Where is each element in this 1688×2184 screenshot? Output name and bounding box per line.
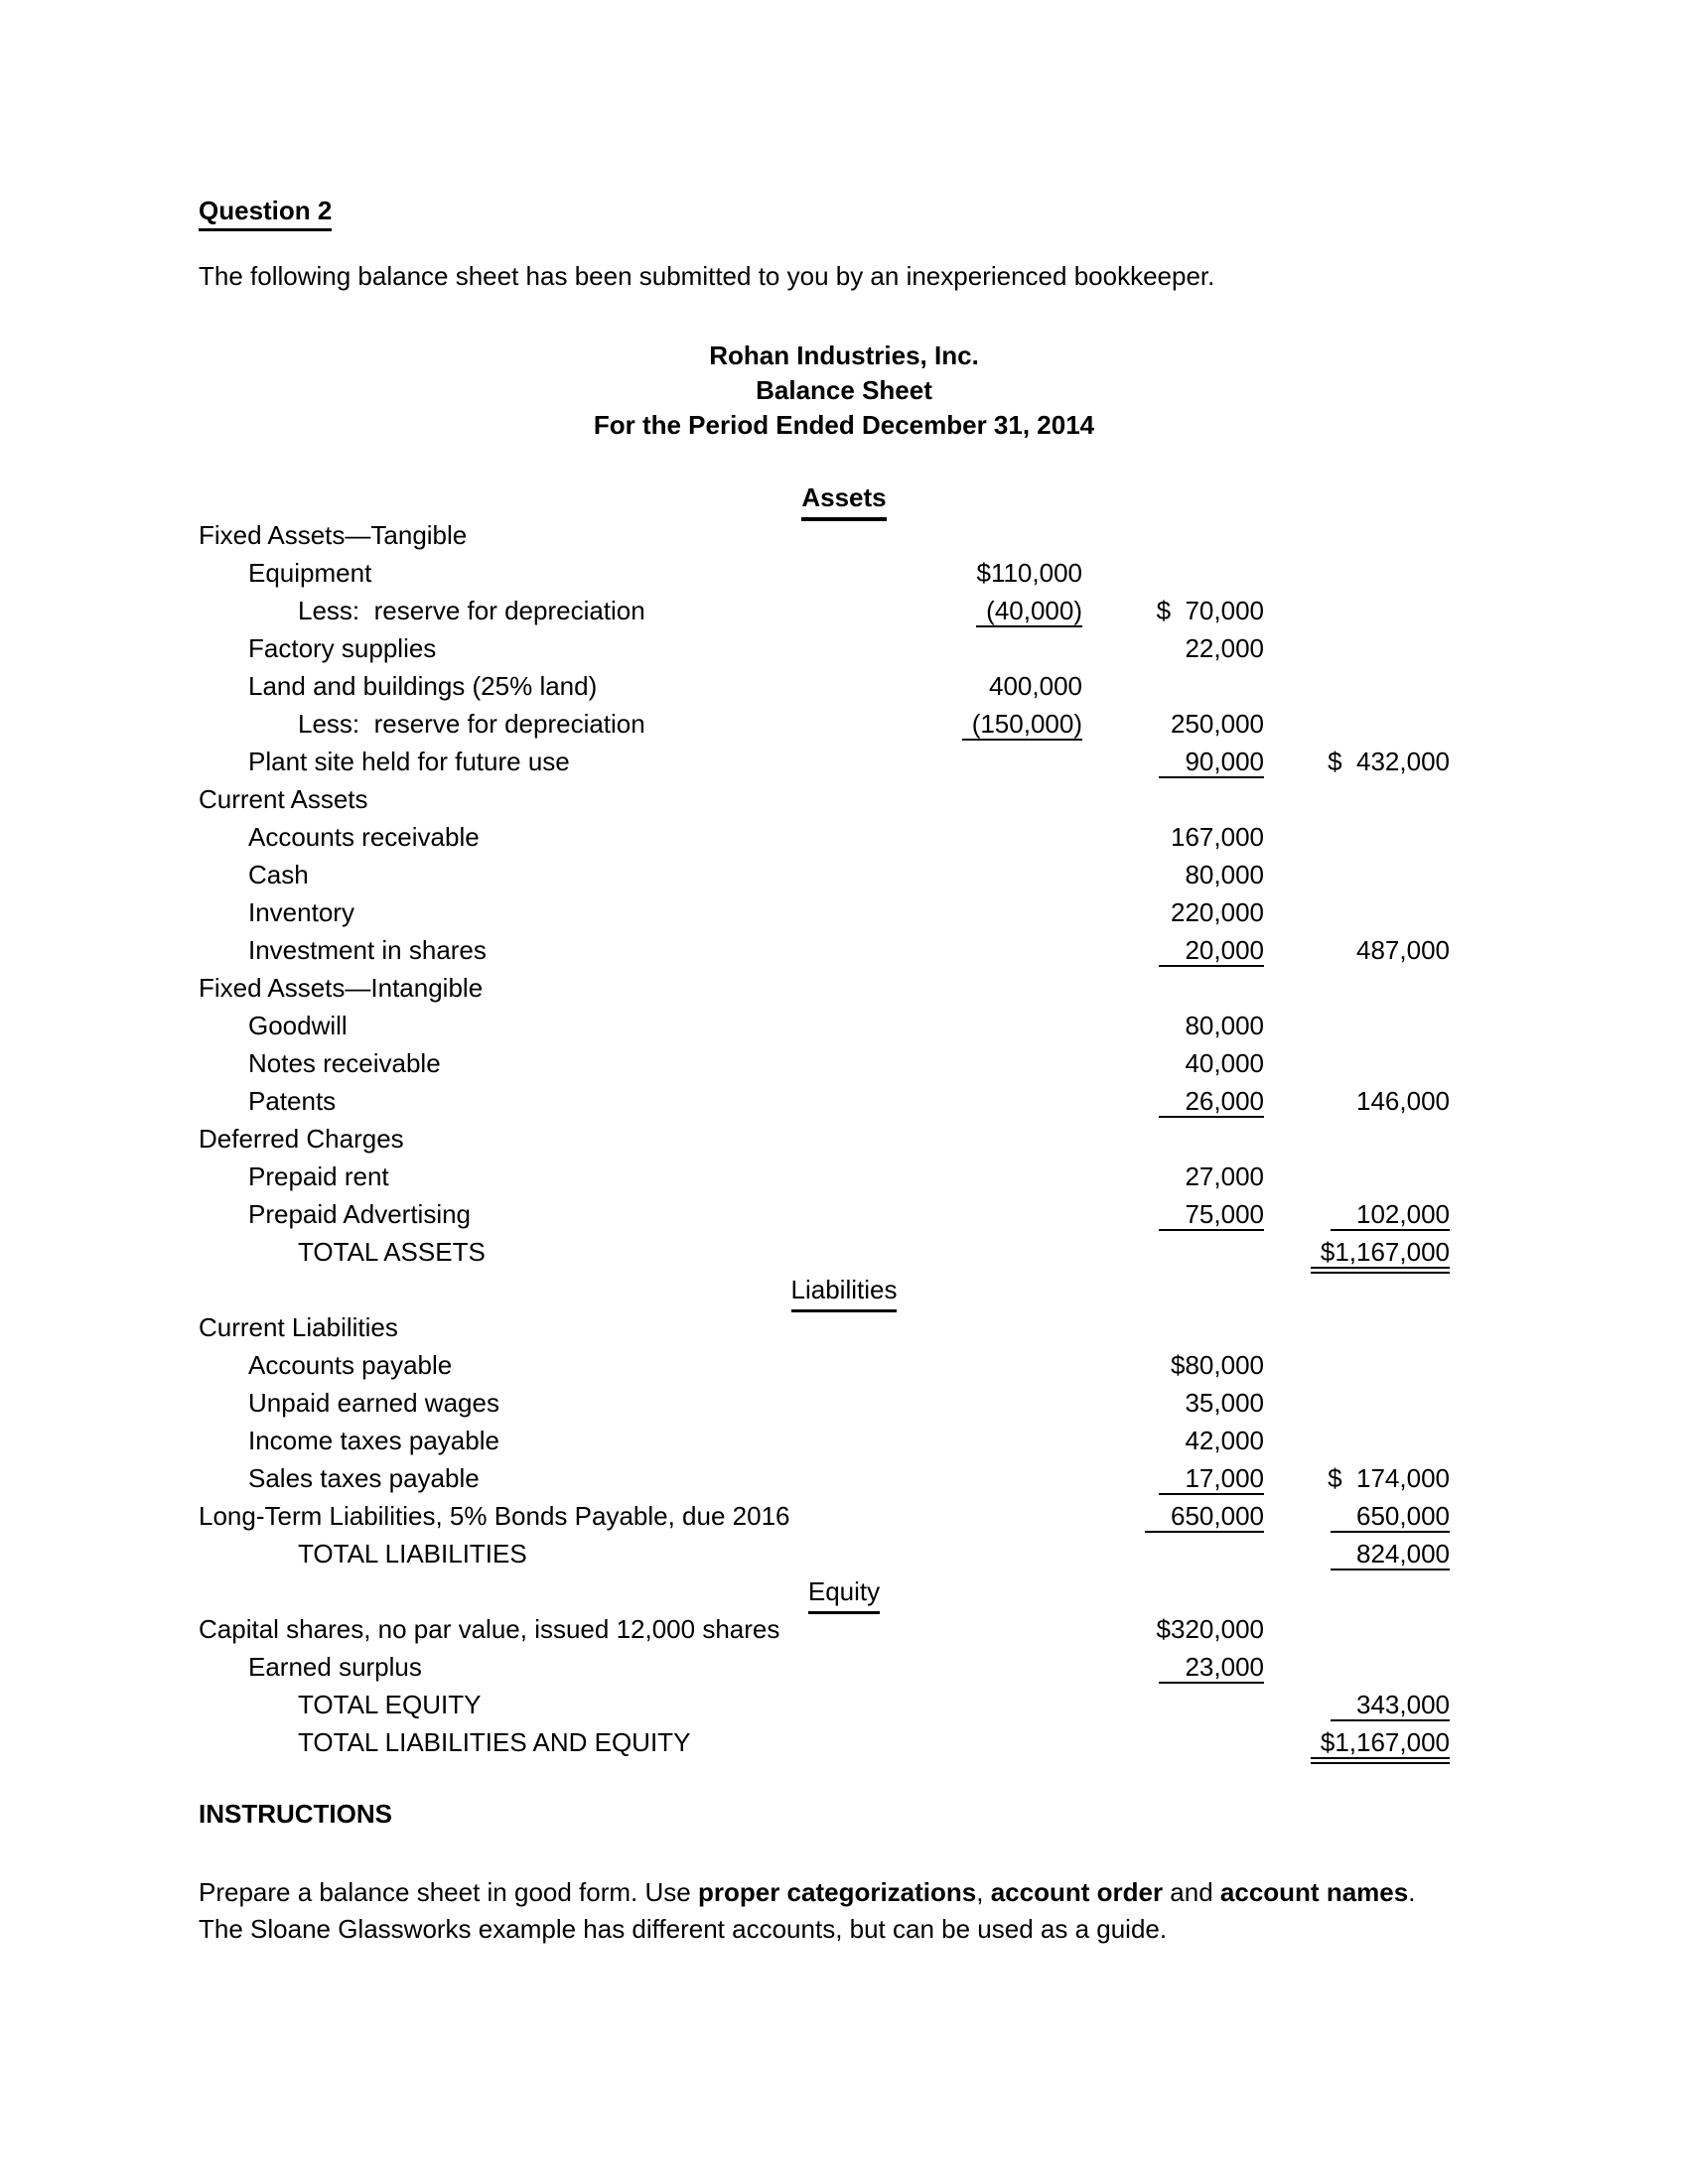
row-equipment-depreciation [199,592,1450,629]
amount-col1: $110,000 [976,558,1082,588]
amount-col2: 90,000 [1082,743,1264,780]
row-total-assets [199,1233,1450,1271]
liabilities-heading [199,1271,1489,1308]
amount-col2: 26,000 [1082,1082,1264,1120]
row-sales-taxes-payable [199,1459,1450,1497]
instructions-bold-account-names: account names [1219,1877,1409,1907]
intro-text: The following balance sheet has been submitted to you by an inexperienced bookkeeper. [199,261,1215,291]
equity-section [199,1610,1450,1761]
account-label: Unpaid earned wages [248,1388,499,1418]
liabilities-heading-text: Liabilities [791,1271,898,1312]
row-cash [199,856,1450,893]
amount-col3: 146,000 [1356,1086,1450,1116]
amount-col3: $1,167,000 [1264,1723,1450,1764]
amount-col1: (40,000) [914,592,1082,629]
account-label: Accounts receivable [248,822,480,852]
instructions-bold-proper-categorizations: proper categorizations [697,1877,977,1907]
amount-col2: 27,000 [1185,1161,1264,1191]
amount-col2: 650,000 [1082,1497,1264,1535]
amount-col2: 220,000 [1171,897,1264,927]
amount-col1: 400,000 [989,671,1082,701]
amount-col2: 35,000 [1185,1388,1264,1418]
instructions-segment: , [976,1877,991,1907]
row-fixed-assets-intangible [199,969,1450,1007]
row-total-liabilities-and-equity [199,1723,1450,1761]
instructions-text [199,1874,1519,1948]
account-label: Prepaid rent [248,1161,389,1191]
amount-col2: $320,000 [1156,1614,1264,1644]
row-earned-surplus [199,1648,1450,1686]
account-label: TOTAL LIABILITIES AND EQUITY [298,1727,691,1757]
amount-col2: 23,000 [1082,1648,1264,1686]
account-label: Accounts payable [248,1350,453,1380]
assets-heading-text: Assets [801,478,886,521]
instructions-segment: . [1408,1877,1416,1907]
account-label: TOTAL EQUITY [298,1690,482,1719]
account-label: Land and buildings (25% land) [248,671,598,701]
row-land-buildings [199,667,1450,705]
account-label: Sales taxes payable [248,1463,480,1493]
equity-heading-text: Equity [808,1572,880,1614]
row-goodwill [199,1007,1450,1044]
account-label: TOTAL ASSETS [298,1237,486,1267]
row-land-depreciation [199,705,1450,743]
instructions-line2: The Sloane Glassworks example has different accounts, but can be used as a guide. [199,1914,1168,1944]
amount-col2: $ 70,000 [1156,596,1264,625]
row-unpaid-earned-wages [199,1384,1450,1422]
amount-col3: 102,000 [1264,1195,1450,1233]
row-long-term-liabilities [199,1497,1450,1535]
statement-period: For the Period Ended December 31, 2014 [593,410,1095,440]
amount-col3: 824,000 [1264,1535,1450,1572]
amount-col3: $ 432,000 [1328,747,1450,776]
row-current-assets [199,780,1450,818]
amount-col2: 40,000 [1185,1048,1264,1078]
question-title-text: Question 2 [199,194,332,231]
row-income-taxes-payable [199,1422,1450,1459]
row-equipment [199,554,1450,592]
row-investment-in-shares [199,931,1450,969]
statement-title-block [199,339,1489,443]
account-label: Deferred Charges [199,1124,404,1154]
row-capital-shares [199,1610,1450,1648]
row-prepaid-advertising [199,1195,1450,1233]
assets-section [199,516,1450,1271]
account-label: Less: reserve for depreciation [298,709,645,739]
amount-col3: $1,167,000 [1264,1233,1450,1274]
amount-col2: 20,000 [1082,931,1264,969]
amount-col2: 17,000 [1082,1459,1264,1497]
liabilities-section [199,1308,1450,1572]
statement-title: Balance Sheet [756,375,932,405]
account-label: Inventory [248,897,354,927]
account-label: Fixed Assets—Intangible [199,973,484,1003]
row-total-liabilities [199,1535,1450,1572]
account-label: Current Liabilities [199,1312,398,1342]
row-accounts-receivable [199,818,1450,856]
row-patents [199,1082,1450,1120]
question-title [199,194,1489,231]
row-total-equity [199,1686,1450,1723]
row-notes-receivable [199,1044,1450,1082]
account-label: Equipment [248,558,372,588]
equity-heading [199,1572,1489,1610]
account-label: Less: reserve for depreciation [298,596,645,625]
account-label: Investment in shares [248,935,487,965]
amount-col2: 250,000 [1171,709,1264,739]
amount-col3: 343,000 [1264,1686,1450,1723]
account-label: Notes receivable [248,1048,441,1078]
account-label: Goodwill [248,1011,348,1040]
account-label: Long-Term Liabilities, 5% Bonds Payable, due 2016 [199,1501,790,1531]
amount-col2: 22,000 [1185,633,1264,663]
account-label: Earned surplus [248,1652,422,1682]
amount-col3: 650,000 [1264,1497,1450,1535]
row-inventory [199,893,1450,931]
amount-col1: (150,000) [914,705,1082,743]
row-accounts-payable [199,1346,1450,1384]
instructions-bold-account-order: account order [990,1877,1164,1907]
account-label: Current Assets [199,784,368,814]
account-label: Factory supplies [248,633,437,663]
amount-col2: 75,000 [1082,1195,1264,1233]
account-label: Patents [248,1086,337,1116]
amount-col3: 487,000 [1356,935,1450,965]
row-deferred-charges [199,1120,1450,1158]
instructions-segment: and [1163,1877,1220,1907]
row-factory-supplies [199,629,1450,667]
row-prepaid-rent [199,1158,1450,1195]
amount-col3: $ 174,000 [1328,1463,1450,1493]
instructions-heading: INSTRUCTIONS [199,1799,392,1829]
account-label: Cash [248,860,309,889]
amount-col2: $80,000 [1171,1350,1264,1380]
account-label: Fixed Assets—Tangible [199,520,468,550]
row-fixed-assets-tangible [199,516,1450,554]
amount-col2: 80,000 [1185,860,1264,889]
account-label: Plant site held for future use [248,747,570,776]
instructions-segment: Prepare a balance sheet in good form. Use [199,1877,698,1907]
account-label: Prepaid Advertising [248,1199,472,1229]
amount-col2: 167,000 [1171,822,1264,852]
company-name: Rohan Industries, Inc. [709,341,979,370]
account-label: Capital shares, no par value, issued 12,000 shares [199,1614,780,1644]
amount-col2: 42,000 [1185,1426,1264,1455]
amount-col2: 80,000 [1185,1011,1264,1040]
account-label: TOTAL LIABILITIES [298,1539,527,1569]
assets-heading [199,478,1489,516]
row-current-liabilities [199,1308,1450,1346]
account-label: Income taxes payable [248,1426,499,1455]
row-plant-site [199,743,1450,780]
